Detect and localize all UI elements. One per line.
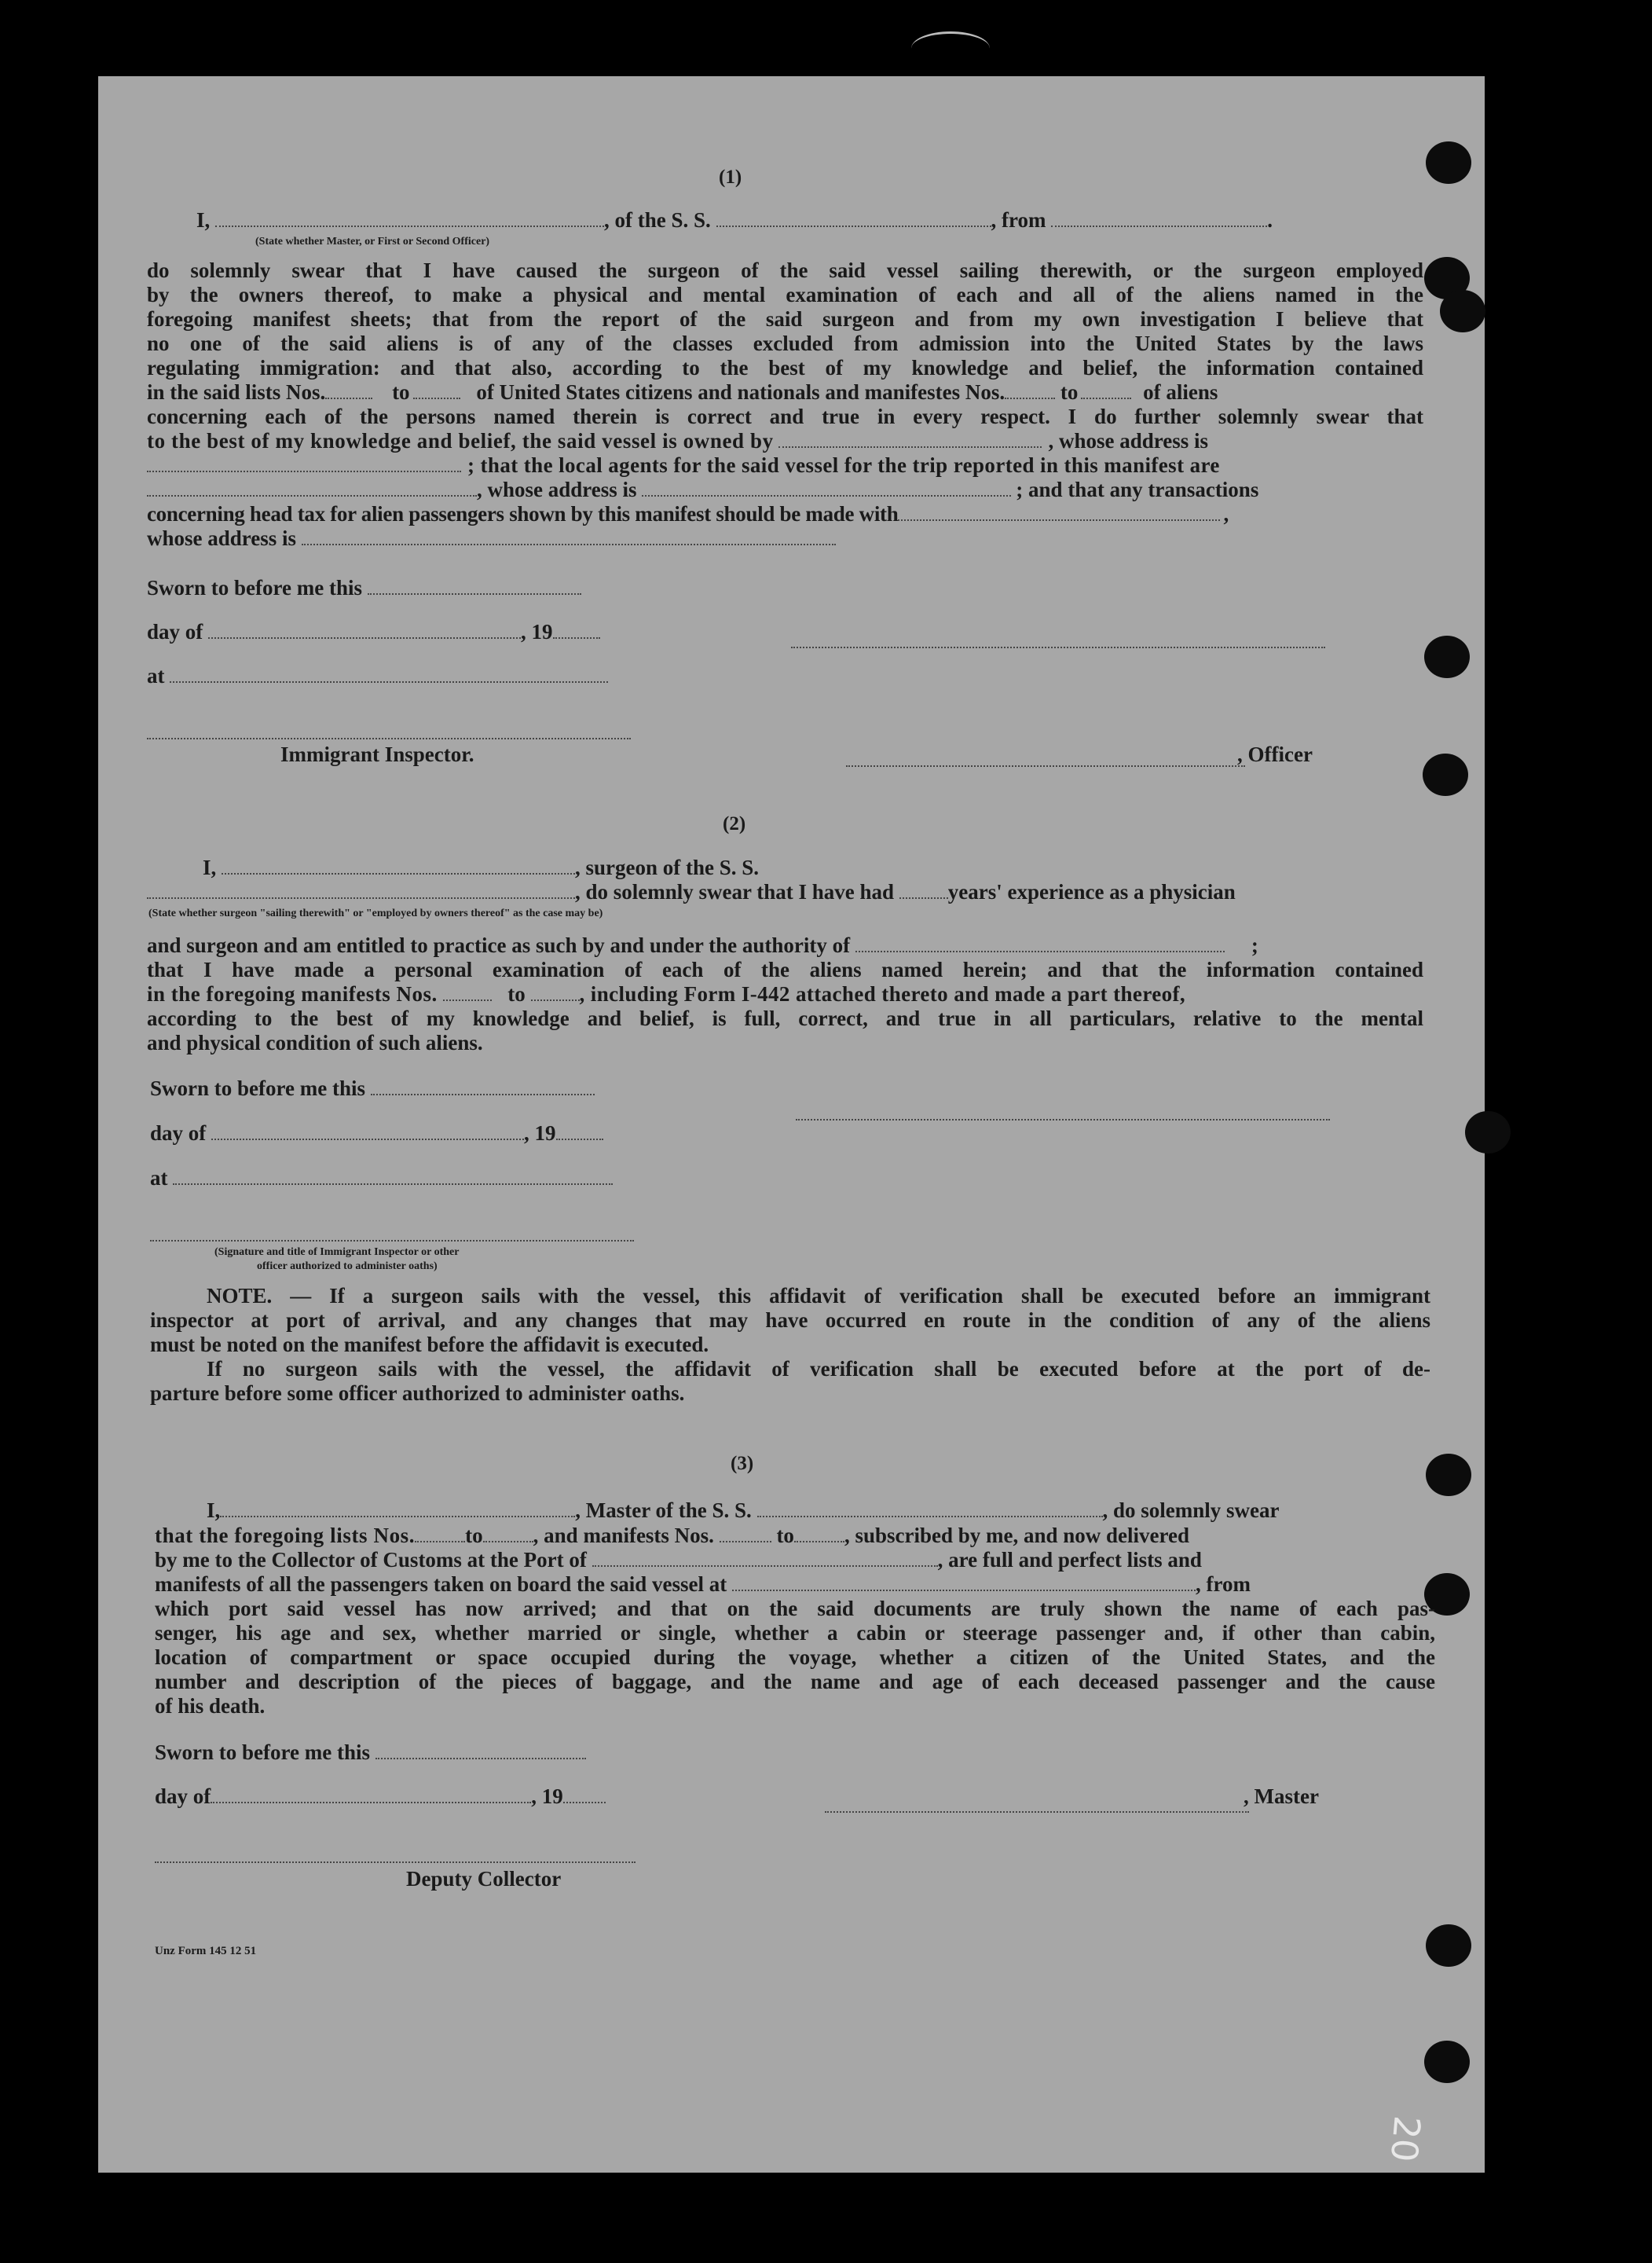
paragraph-line-authority: [147, 933, 1423, 958]
paragraph-line: location of compartment or space occupied during the voyage, whether a citizen of the United States, and the: [155, 1645, 1435, 1669]
head-tax-contact-field[interactable]: [898, 504, 1220, 521]
text-period: .: [1267, 208, 1273, 232]
paragraph-line-agents: [147, 453, 1423, 478]
section-2-heading: (2): [723, 813, 746, 834]
note-line: NOTE. — If a surgeon sails with the vessel, this affidavit of verification shall be executed before an immigrant: [207, 1284, 1430, 1308]
text: day of: [147, 620, 203, 644]
day-field[interactable]: [211, 1786, 531, 1803]
text: in the foregoing manifests Nos.: [147, 982, 438, 1006]
text: to: [1060, 380, 1079, 404]
master-name-field[interactable]: [220, 1500, 575, 1517]
paragraph-line: senger, his age and sex, whether married or single, whether a cabin or steerage passenger and, if other than cabin,: [155, 1621, 1435, 1645]
text-of-ss: , of the S. S.: [604, 208, 711, 232]
day-of-line: [150, 1121, 603, 1146]
text: , surgeon of the S. S.: [575, 856, 760, 879]
text: concerning head tax for alien passengers shown by this manifest should be made with: [147, 502, 899, 526]
departure-port-field[interactable]: [1051, 210, 1267, 227]
text: to: [507, 982, 526, 1006]
section-1-heading: (1): [719, 167, 742, 188]
inspector-signature-line[interactable]: [147, 736, 631, 739]
text: of United States citizens and nationals and manifestes Nos.: [476, 380, 1005, 404]
paragraph-line-port: [155, 1548, 1431, 1572]
paragraph-line-agent-address: [147, 478, 1423, 502]
deputy-collector-label: Deputy Collector: [406, 1867, 562, 1891]
manifest-no-from-field[interactable]: [1005, 382, 1055, 399]
paragraph-line-manifests: [147, 982, 1423, 1007]
text: and surgeon and am entitled to practice as such by and under the authority of: [147, 933, 851, 957]
note-line: parture before some officer authorized to administer oaths.: [150, 1381, 685, 1405]
section-3-heading: (3): [731, 1453, 754, 1474]
note-line: If no surgeon sails with the vessel, the affidavit of verification shall be executed before at the port of de-: [207, 1357, 1430, 1381]
day-of-line: [147, 620, 600, 644]
officer-signature-line-2[interactable]: [846, 764, 1245, 767]
text: of aliens: [1143, 380, 1218, 404]
text: , and manifests Nos.: [533, 1524, 714, 1547]
authority-field[interactable]: [855, 935, 1225, 952]
sworn-line: [147, 576, 581, 600]
text: to the best of my knowledge and belief, the said vessel is owned by: [147, 429, 774, 453]
text: , including Form I-442 attached thereto and made a part thereof,: [579, 982, 1186, 1006]
paragraph-line: no one of the said aliens is of any of the classes excluded from admission into the United States by the laws: [147, 332, 1423, 355]
paragraph-line: which port said vessel has now arrived; and that on the said documents are truly shown the name of each pas-: [155, 1597, 1435, 1620]
officer-name-field[interactable]: [215, 210, 604, 227]
agents-field[interactable]: [147, 479, 477, 497]
note-line: inspector at port of arrival, and any changes that may have occurred en route in the condition of any of the aliens: [150, 1308, 1430, 1332]
year-field[interactable]: [553, 622, 600, 639]
text-i: I,: [196, 208, 211, 232]
text: Sworn to before me this: [147, 576, 362, 600]
list-to-field[interactable]: [483, 1525, 533, 1542]
text: at: [147, 664, 165, 688]
text: day of: [150, 1121, 207, 1145]
text: to: [392, 380, 410, 404]
text: , 19: [531, 1784, 563, 1808]
text: day of: [155, 1784, 211, 1808]
immigrant-inspector-label: Immigrant Inspector.: [280, 743, 474, 766]
agents-address-field[interactable]: [642, 479, 1011, 497]
place-field[interactable]: [173, 1168, 613, 1185]
text: manifests of all the passengers taken on board the said vessel at: [155, 1572, 727, 1596]
punch-hole: [1465, 1111, 1511, 1154]
sworn-date-field[interactable]: [375, 1742, 586, 1759]
place-field[interactable]: [170, 666, 608, 683]
paragraph-line: according to the best of my knowledge and belief, is full, correct, and true in all particulars, relative to the mental: [147, 1007, 1423, 1030]
paragraph-line-owner: [147, 429, 1423, 453]
paragraph-line: and physical condition of such aliens.: [147, 1031, 483, 1054]
paragraph-line: concerning each of the persons named therein is correct and true in every respect. I do further solemnly swear that: [147, 405, 1423, 428]
paragraph-line: regulating immigration: and that also, according to the best of my knowledge and belief, the information contained: [147, 356, 1423, 380]
owner-address-field[interactable]: [147, 455, 461, 472]
manifest-from-field[interactable]: [720, 1525, 771, 1542]
text: whose address is: [147, 526, 297, 550]
administrator-signature-line[interactable]: [150, 1238, 634, 1242]
list-no-to-field[interactable]: [413, 382, 460, 399]
margin-annotation: 20: [1382, 2114, 1429, 2164]
owner-field[interactable]: [778, 431, 1042, 448]
paragraph-line: foregoing manifest sheets; that from the report of the said surgeon and from my own investigation I believe that: [147, 307, 1423, 331]
text: ; and that any transactions: [1016, 478, 1259, 501]
text: to: [776, 1524, 794, 1547]
officer-label: , Officer: [1237, 743, 1313, 766]
text: by me to the Collector of Customs at the Port of: [155, 1548, 587, 1572]
paragraph-line: of his death.: [155, 1694, 266, 1718]
boarding-port-field[interactable]: [732, 1574, 1196, 1591]
deputy-signature-line[interactable]: [155, 1860, 636, 1863]
surgeon-signature-line[interactable]: [796, 1117, 1330, 1120]
vessel-name-field[interactable]: [716, 210, 991, 227]
form-page: [98, 76, 1485, 2173]
text: , whose address is: [1048, 429, 1209, 453]
punch-hole: [1424, 636, 1470, 678]
year-field[interactable]: [563, 1786, 606, 1803]
text-from: , from: [991, 208, 1046, 232]
surgeon-instruction: (State whether surgeon "sailing therewith" or "employed by owners thereof" as the case may be): [148, 908, 603, 919]
paragraph-line: by the owners thereof, to make a physical and mental examination of each and all of the aliens named in the: [147, 283, 1423, 306]
day-field[interactable]: [211, 1123, 524, 1140]
arrival-port-field[interactable]: [592, 1550, 938, 1567]
scan-artifact: [911, 31, 990, 65]
sworn-line: [150, 1076, 595, 1101]
head-tax-address-field[interactable]: [302, 528, 836, 545]
paragraph-line-lists: [155, 1524, 1431, 1548]
vessel-field[interactable]: [147, 882, 575, 899]
signature-note-2: officer authorized to administer oaths): [257, 1260, 438, 1272]
list-no-from-field[interactable]: [325, 382, 372, 399]
text: Sworn to before me this: [155, 1740, 370, 1764]
text: ; that the local agents for the said vessel for the trip reported in this manifest are: [467, 453, 1220, 477]
note-line: must be noted on the manifest before the affidavit is executed.: [150, 1333, 709, 1356]
line-officer-oath: [196, 208, 1273, 233]
master-signature-line[interactable]: [825, 1810, 1249, 1813]
paragraph-line-boarding: [155, 1572, 1431, 1597]
text: in the said lists Nos.: [147, 380, 326, 404]
text: I,: [207, 1498, 221, 1522]
text: to: [465, 1524, 483, 1547]
text: , are full and perfect lists and: [937, 1548, 1202, 1572]
text: years' experience as a physician: [947, 880, 1236, 904]
surgeon-name-line: [203, 856, 759, 880]
manifest-no-to-field[interactable]: [1081, 382, 1131, 399]
officer-instruction: (State whether Master, or First or Second Officer): [255, 236, 490, 248]
text: , do solemnly swear: [1102, 1498, 1280, 1522]
at-line: [150, 1166, 613, 1190]
text: ;: [1251, 933, 1258, 957]
text: , subscribed by me, and now delivered: [844, 1524, 1189, 1547]
text: at: [150, 1166, 168, 1190]
at-line: [147, 664, 608, 688]
text: , 19: [521, 620, 553, 644]
text: , Master of the S. S.: [575, 1498, 752, 1522]
punch-hole: [1423, 754, 1468, 796]
surgeon-experience-line: [147, 880, 1236, 904]
master-label: , Master: [1244, 1784, 1319, 1808]
text: that the foregoing lists Nos.: [155, 1524, 416, 1547]
paragraph-line-head-tax: [147, 502, 1423, 526]
years-field[interactable]: [899, 882, 948, 899]
punch-hole: [1426, 1454, 1471, 1496]
text: Sworn to before me this: [150, 1076, 365, 1100]
paragraph-line-lists: [147, 380, 1423, 405]
text: , 19: [524, 1121, 556, 1145]
paragraph-line: do solemnly swear that I have caused the surgeon of the said vessel sailing therewith, or the surgeon employed: [147, 259, 1423, 282]
text: , from: [1196, 1572, 1251, 1596]
list-from-field[interactable]: [415, 1525, 465, 1542]
paragraph-line: number and description of the pieces of baggage, and the name and age of each deceased passenger and the cause: [155, 1670, 1435, 1693]
officer-signature-line-1[interactable]: [791, 645, 1325, 648]
manifest-to-field[interactable]: [794, 1525, 844, 1542]
paragraph-line: that I have made a personal examination of each of the aliens named herein; and that the information contained: [147, 958, 1423, 981]
year-field[interactable]: [556, 1123, 603, 1140]
punch-hole: [1426, 1924, 1471, 1967]
text: ,: [1223, 502, 1229, 526]
day-of-line: [155, 1784, 606, 1809]
master-name-line: [207, 1498, 1280, 1523]
punch-hole: [1426, 141, 1471, 184]
manifest-from-field[interactable]: [443, 984, 492, 1001]
punch-hole: [1424, 2041, 1470, 2083]
sworn-line: [155, 1740, 586, 1765]
sworn-date-field[interactable]: [368, 578, 581, 595]
signature-note-1: (Signature and title of Immigrant Inspector or other: [214, 1246, 460, 1258]
text: , do solemnly swear that I have had: [575, 880, 895, 904]
text: I,: [203, 856, 217, 879]
surgeon-name-field[interactable]: [222, 857, 575, 875]
text: , whose address is: [477, 478, 637, 501]
manifest-to-field[interactable]: [531, 984, 580, 1001]
paragraph-line-contact-address: [147, 526, 1423, 551]
sworn-date-field[interactable]: [371, 1078, 595, 1095]
day-field[interactable]: [208, 622, 521, 639]
vessel-field[interactable]: [757, 1500, 1103, 1517]
punch-hole: [1440, 290, 1485, 332]
form-number: Unz Form 145 12 51: [155, 1945, 257, 1957]
